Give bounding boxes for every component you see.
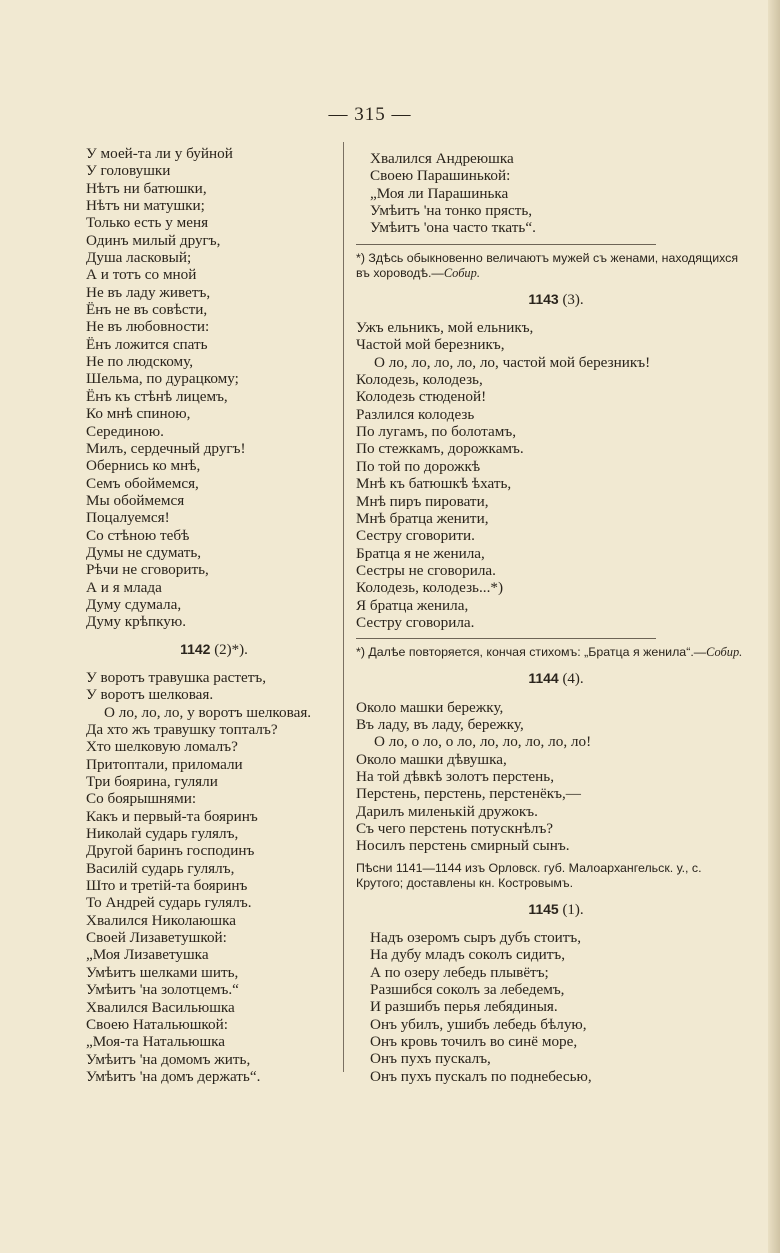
verse-line: Умѣитъ шелками шить,: [86, 963, 239, 981]
verse-line: На той дѣвкѣ золотъ перстень,: [356, 767, 555, 785]
verse-line: Онъ пухъ пускалъ по поднебесью,: [370, 1067, 592, 1085]
verse-line: Душа ласковый;: [86, 249, 192, 267]
verse-line: Хвалился Андреюшка: [370, 150, 514, 167]
song-1144-refrain: О ло, о ло, о ло, ло, ло, ло, ло, ло!: [374, 733, 592, 751]
verse-line: Серединою.: [86, 422, 164, 440]
intro-poem: [86, 145, 342, 631]
verse-line: „Моя ли Парашинька: [370, 184, 509, 202]
verse-line: Шельма, по дурацкому;: [86, 370, 239, 388]
verse-line: Умѣитъ 'на золотцемъ.“: [86, 981, 239, 999]
verse-line: Я братца женила,: [356, 596, 469, 614]
song-1144-lines-a: [356, 699, 756, 734]
song-heading-1142: [86, 641, 342, 659]
verse-line: По стежкамъ, дорожкамъ.: [356, 440, 524, 458]
verse-line: Ко мнѣ спиною,: [86, 405, 191, 423]
verse-line: Онъ кровь точилъ во синё море,: [370, 1033, 578, 1051]
verse-line: Братца я не женила,: [356, 544, 485, 562]
verse-line: Да хто жъ травушку топталъ?: [86, 721, 278, 738]
verse-line: Ёнъ къ стѣнѣ лицемъ,: [86, 387, 228, 405]
verse-line: Три боярина, гуляли: [86, 773, 218, 791]
verse-line: Мнѣ пиръ пировати,: [356, 492, 489, 510]
source-note: Пѣсни 1141—1144 изъ Орловск. губ. Малоархангельск. у., с. Крутого; доставлены кн. Костровымъ.: [356, 860, 702, 890]
verse-line: Нѣтъ ни батюшки,: [86, 179, 207, 197]
verse-line: Мнѣ братца женити,: [356, 509, 489, 527]
footnote-rule: [356, 638, 656, 639]
verse-line: А и тотъ со мной: [86, 266, 197, 284]
verse-line: У моей-та ли у буйной: [86, 145, 233, 162]
song-number: 1143: [528, 290, 559, 307]
verse-line: Умѣитъ 'на домомъ жить,: [86, 1050, 251, 1068]
song-1142-lines-b: [86, 721, 342, 1085]
verse-line: Своею Натальюшкой:: [86, 1015, 228, 1033]
verse-line: Сестру сговорила.: [356, 613, 475, 631]
song-number: 1145: [528, 900, 559, 917]
verse-line: Мы обоймемся: [86, 491, 185, 509]
verse-line: Колодезь стюденой!: [356, 388, 487, 406]
song-1143-lines-b: [356, 371, 756, 631]
verse-line: Онъ убилъ, ушибъ лебедь бѣлую,: [370, 1015, 587, 1033]
verse-line: А по озеру лебедь плывётъ;: [370, 963, 549, 981]
verse-line: Хвалился Васильюшка: [86, 998, 235, 1016]
verse-line: Ёнъ ложится спать: [86, 335, 208, 353]
verse-line: Хто шелковую ломалъ?: [86, 738, 238, 756]
column-divider: [343, 142, 344, 1072]
verse-line: Колодезь, колодезь...*): [356, 579, 504, 597]
page-edge: [768, 0, 780, 1253]
song-1145-lines: [356, 929, 756, 1085]
right-column: [356, 150, 756, 1085]
footnote-1-text: *) Здѣсь обыкновенно величаютъ мужей съ женами, находящихся въ хороводѣ.—: [356, 250, 739, 280]
verse-line: Умѣитъ 'на домъ держать“.: [86, 1067, 261, 1085]
verse-line: Около машки бережку,: [356, 698, 504, 716]
song-1143-lines-a: [356, 319, 756, 354]
verse-line: Рѣчи не сговорить,: [86, 561, 209, 579]
verse-line: Перстень, перстень, перстенёкъ,—: [356, 785, 581, 803]
verse-line: На дубу младъ соколъ сидитъ,: [370, 946, 566, 964]
verse-line: Какъ и первый-та бояринъ: [86, 807, 258, 825]
left-column: [86, 145, 342, 1085]
verse-line: Не въ ладу живетъ,: [86, 283, 211, 301]
song-1144-lines-b: [356, 751, 756, 855]
verse-line: Семъ обоймемся,: [86, 474, 199, 492]
song-suffix: (3).: [562, 291, 584, 308]
verse-line: Другой баринъ господинъ: [86, 842, 255, 860]
verse-line: Носилъ перстень смирный сынъ.: [356, 837, 570, 855]
verse-line: „Моя Лизаветушка: [86, 946, 209, 964]
song-heading-1144: [356, 670, 756, 688]
verse-line: Одинъ милый другъ,: [86, 231, 221, 249]
verse-line: Со боярышнями:: [86, 790, 197, 808]
verse-line: Мнѣ къ батюшкѣ ѣхать,: [356, 475, 512, 493]
footnote-2-source: Собир.: [706, 645, 743, 660]
verse-line: Въ ладу, въ ладу, бережку,: [356, 715, 524, 733]
verse-line: У воротъ травушка растетъ,: [86, 668, 267, 686]
verse-line: Не въ любовности:: [86, 318, 210, 336]
verse-line: То Андрей сударь гулялъ.: [86, 894, 252, 912]
verse-line: Притоптали, приломали: [86, 755, 243, 773]
verse-line: Колодезь, колодезь,: [356, 371, 483, 389]
footnote-2-text: *) Далѣе повторяется, кончая стихомъ: „Братца я женила“.—: [356, 645, 707, 660]
verse-line: А и я млада: [86, 578, 162, 596]
verse-line: Хвалился Николаюшка: [86, 911, 236, 929]
verse-line: И разшибъ перья лебядиныя.: [370, 998, 558, 1016]
verse-line: Со стѣною тебѣ: [86, 526, 190, 544]
verse-line: Сестры не сговорила.: [356, 561, 496, 579]
song-heading-1143: [356, 291, 756, 309]
verse-line: Думу крѣпкую.: [86, 613, 187, 631]
page-number: — 315 —: [328, 104, 412, 125]
footnote-rule: [356, 244, 656, 245]
verse-line: Обернись ко мнѣ,: [86, 457, 201, 475]
verse-line: Около машки дѣвушка,: [356, 750, 507, 768]
verse-line: Своею Парашинькой:: [370, 167, 511, 185]
verse-line: Надъ озеромъ сыръ дубъ стоитъ,: [370, 929, 582, 947]
song-1143-refrain: О ло, ло, ло, ло, ло, частой мой березникъ!: [374, 353, 651, 371]
verse-line: Разлился колодезь: [356, 405, 475, 423]
song-suffix: (2)*).: [214, 641, 248, 658]
song-suffix: (1).: [562, 901, 584, 918]
verse-line: Умѣитъ 'на тонко прясть,: [370, 202, 533, 220]
song-1142-lines-a: [86, 669, 342, 704]
verse-line: Поцалуемся!: [86, 509, 170, 527]
song-number: 1144: [528, 670, 559, 687]
verse-line: Ёнъ не въ совѣсти,: [86, 301, 208, 319]
verse-line: „Моя-та Натальюшка: [86, 1033, 226, 1051]
verse-line: Сестру сговорити.: [356, 527, 475, 545]
verse-line: Ужъ ельникъ, мой ельникъ,: [356, 319, 534, 337]
verse-line: По лугамъ, по болотамъ,: [356, 423, 516, 441]
continuation-poem: [356, 150, 756, 237]
verse-line: Частой мой березникъ,: [356, 336, 505, 354]
verse-line: Разшибся соколъ за лебедемъ,: [370, 981, 565, 999]
verse-line: По той по дорожкѣ: [356, 457, 481, 475]
footnote-2: [356, 645, 748, 660]
verse-line: У головушки: [86, 162, 171, 180]
verse-line: Съ чего перстень потускнѣлъ?: [356, 820, 554, 837]
song-number: 1142: [180, 640, 211, 657]
verse-line: Дарилъ миленькій дружокъ.: [356, 802, 538, 820]
verse-line: Онъ пухъ пускалъ,: [370, 1050, 491, 1068]
verse-line: Нѣтъ ни матушки;: [86, 197, 205, 215]
verse-line: Только есть у меня: [86, 214, 209, 232]
verse-line: Што и третій-та бояринъ: [86, 877, 248, 895]
song-suffix: (4).: [562, 671, 584, 688]
song-1142-refrain: О ло, ло, ло, у воротъ шелковая.: [104, 703, 312, 721]
verse-line: Своей Лизаветушкой:: [86, 929, 227, 947]
verse-line: Умѣитъ 'она часто ткать“.: [370, 219, 536, 237]
footnote-1-source: Собир.: [443, 265, 480, 280]
footnote-1: [356, 251, 748, 281]
verse-line: У воротъ шелковая.: [86, 686, 214, 704]
verse-line: Думы не сдумать,: [86, 543, 202, 561]
song-heading-1145: [356, 901, 756, 919]
verse-line: Милъ, сердечный другъ!: [86, 439, 246, 457]
verse-line: Думу сдумала,: [86, 595, 182, 613]
verse-line: Не по людскому,: [86, 353, 194, 371]
verse-line: Василій сударь гулялъ,: [86, 859, 235, 877]
verse-line: Николай сударь гулялъ,: [86, 825, 239, 843]
